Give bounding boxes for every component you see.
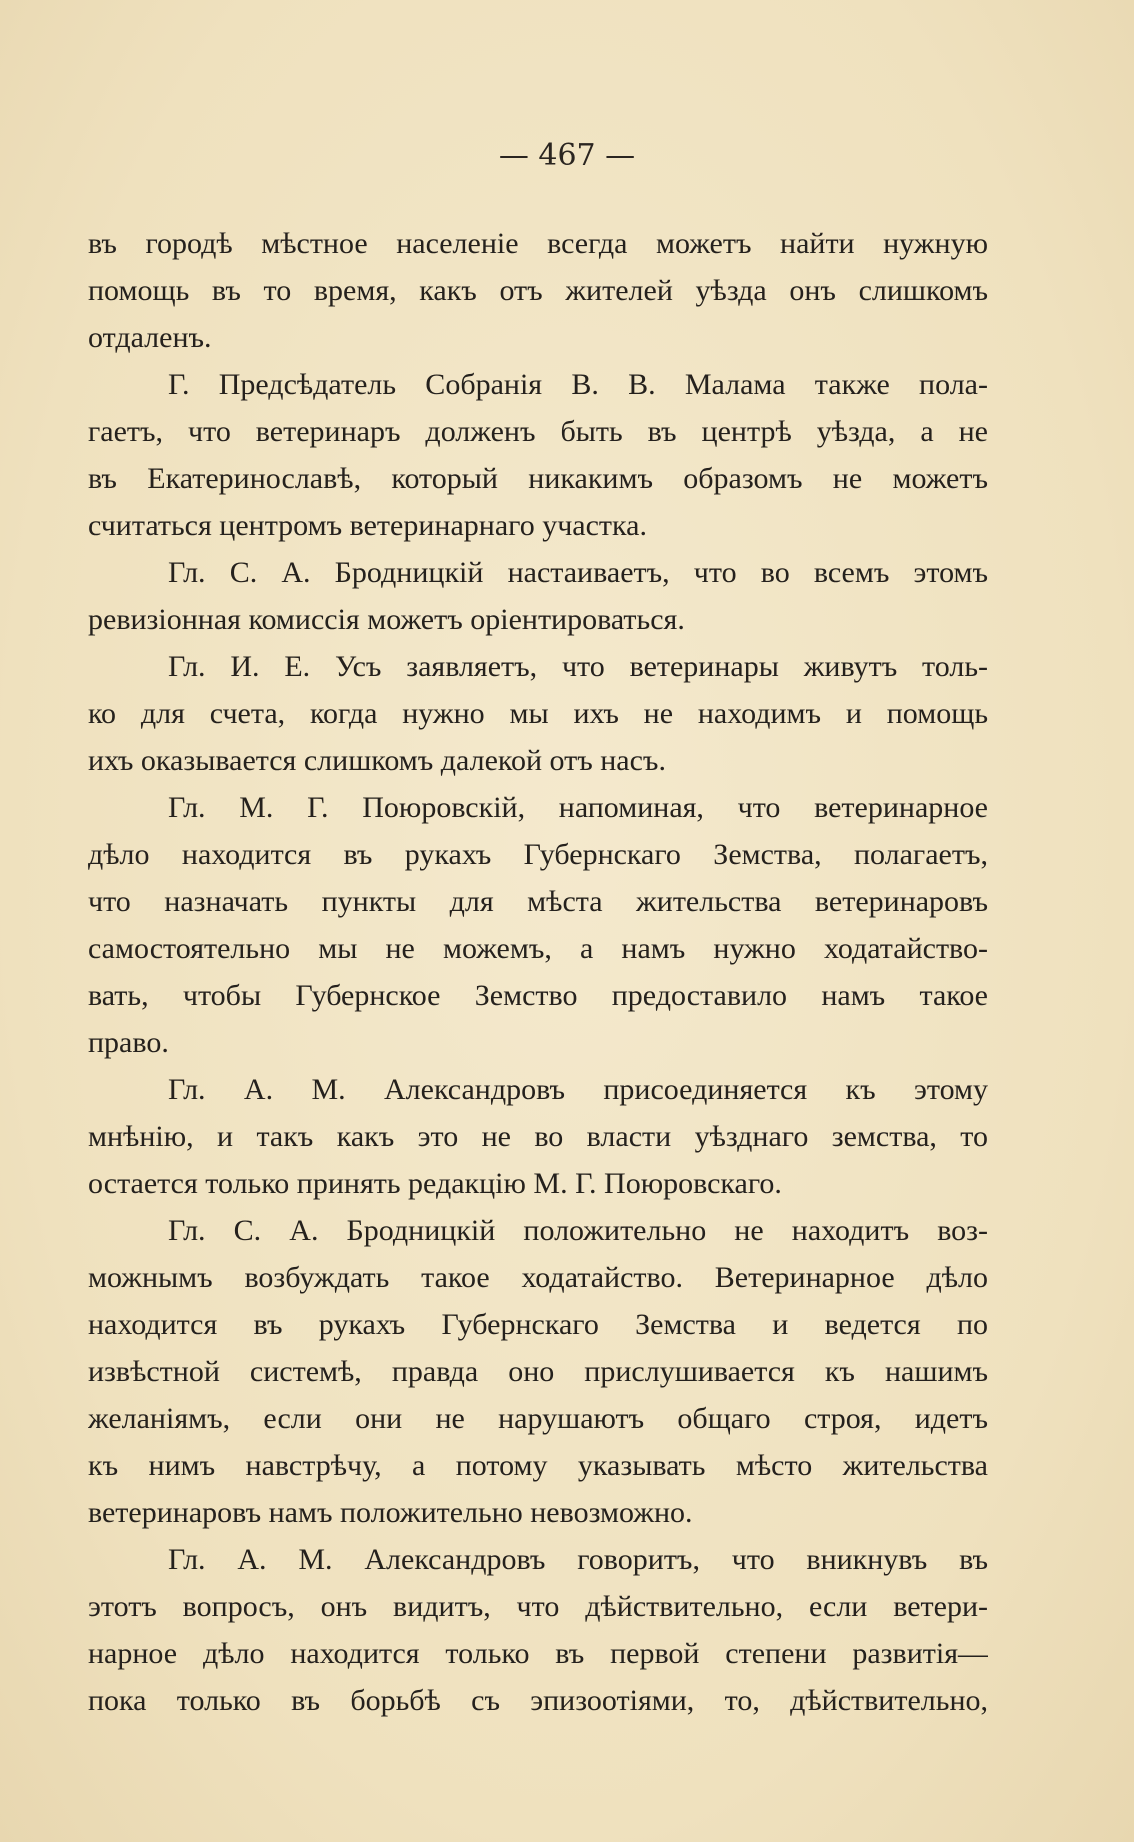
text-line: что назначать пункты для мѣста жительства ветеринаровъ: [88, 885, 988, 918]
text-line: ревизіонная комиссія можетъ оріентироваться.: [88, 603, 685, 636]
text-line: Гл. А. М. Александровъ присоединяется къ этому: [168, 1073, 988, 1106]
text-line: Гл. С. А. Бродницкій настаиваетъ, что во всемъ этомъ: [168, 556, 988, 589]
text-line: Гл. А. М. Александровъ говоритъ, что вникнувъ въ: [168, 1543, 988, 1576]
text-line: остается только принять редакцію М. Г. Поюровскаго.: [88, 1167, 782, 1200]
text-line: самостоятельно мы не можемъ, а намъ нужно ходатайство-: [88, 932, 988, 965]
text-line: право.: [88, 1026, 169, 1059]
text-line: находится въ рукахъ Губернскаго Земства и ведется по: [88, 1308, 988, 1341]
text-line: ветеринаровъ намъ положительно невозможно.: [88, 1496, 693, 1529]
text-line: Гл. И. Е. Усъ заявляетъ, что ветеринары живутъ толь-: [168, 650, 988, 683]
text-line: считаться центромъ ветеринарнаго участка.: [88, 509, 647, 542]
text-line: въ Екатеринославѣ, который никакимъ образомъ не можетъ: [88, 462, 988, 495]
text-line: можнымъ возбуждать такое ходатайство. Ветеринарное дѣло: [88, 1261, 988, 1294]
text-line: дѣло находится въ рукахъ Губернскаго Земства, полагаетъ,: [88, 838, 988, 871]
text-line: пока только въ борьбѣ съ эпизоотіями, то, дѣйствительно,: [88, 1684, 988, 1717]
page-number: — 467 —: [498, 138, 636, 173]
text-line: вать, чтобы Губернское Земство предоставило намъ такое: [88, 979, 988, 1012]
text-line: извѣстной системѣ, правда оно прислушивается къ нашимъ: [88, 1355, 988, 1388]
text-line: ихъ оказывается слишкомъ далекой отъ насъ.: [88, 744, 666, 777]
text-line: Г. Предсѣдатель Собранія В. В. Малама также пола-: [168, 368, 988, 401]
text-line: къ нимъ навстрѣчу, а потому указывать мѣсто жительства: [88, 1449, 988, 1482]
body-text: [88, 220, 988, 1724]
text-line: гаетъ, что ветеринаръ долженъ быть въ центрѣ уѣзда, а не: [88, 415, 988, 448]
text-line: Гл. М. Г. Поюровскій, напоминая, что ветеринарное: [168, 791, 988, 824]
text-line: Гл. С. А. Бродницкій положительно не находитъ воз-: [168, 1214, 988, 1247]
text-line: ко для счета, когда нужно мы ихъ не находимъ и помощь: [88, 697, 988, 730]
text-line: отдаленъ.: [88, 321, 212, 354]
text-line: въ городѣ мѣстное населеніе всегда можетъ найти нужную: [88, 227, 988, 260]
text-line: помощь въ то время, какъ отъ жителей уѣзда онъ слишкомъ: [88, 274, 988, 307]
text-line: нарное дѣло находится только въ первой степени развитія—: [88, 1637, 988, 1670]
text-line: мнѣнію, и такъ какъ это не во власти уѣзднаго земства, то: [88, 1120, 988, 1153]
text-line: этотъ вопросъ, онъ видитъ, что дѣйствительно, если ветери-: [88, 1590, 988, 1623]
text-line: желаніямъ, если они не нарушаютъ общаго строя, идетъ: [88, 1402, 988, 1435]
